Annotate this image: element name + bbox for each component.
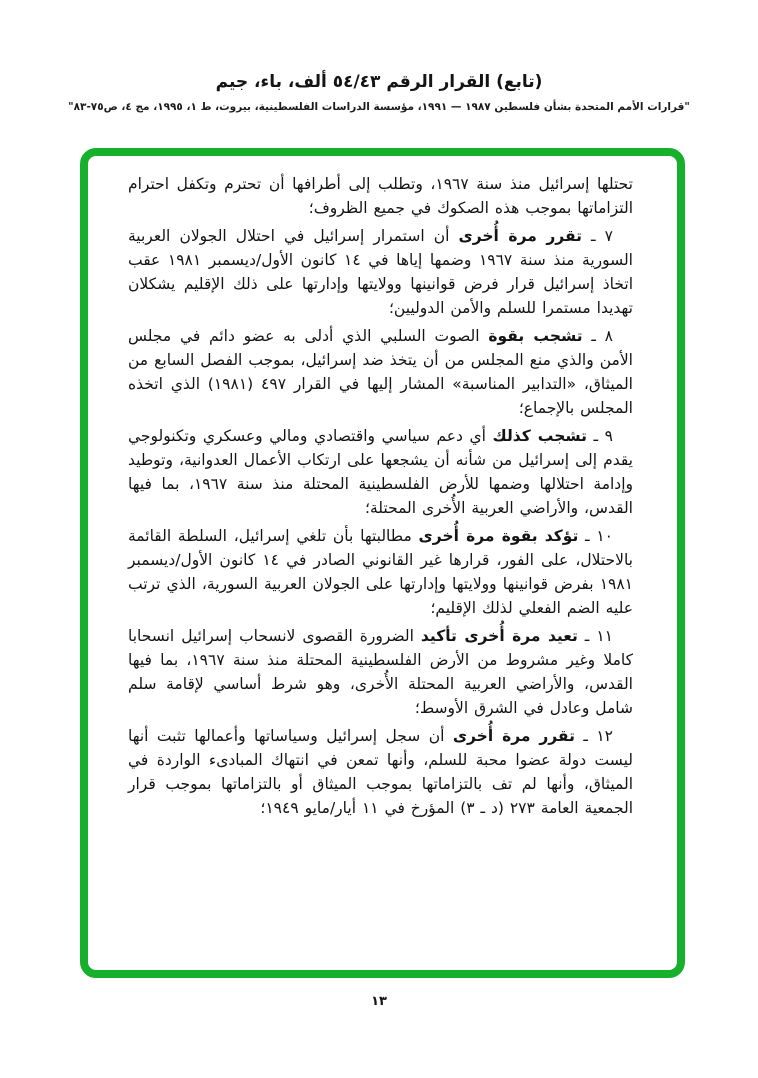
paragraph-number: ١١ ـ bbox=[577, 627, 613, 645]
paragraph-text: الصوت السلبي الذي أدلى به عضو دائم في مجلس الأمن والذي منع المجلس من أن يتخذ ضد إسرائيل، بموجب الفصل السابع من الميثاق، «التدابير المناسبة» المشار إليها في القرار ٤٩٧ (١٩٨١) الذي اتخذه المجلس بالإجماع؛ bbox=[128, 327, 633, 417]
paragraph-text: أي دعم سياسي واقتصادي ومالي وعسكري وتكنولوجي يقدم إلى إسرائيل من شأنه أن يشجعها على ارتكاب الأعمال العدوانية، وتوطيد وإدامة احتلالها وضمها للأرض الفلسطينية المحتلة منذ سنة ١٩٦٧، بما فيها القدس، والأراضي العربية الأُخرى المحتلة؛ bbox=[128, 427, 633, 517]
paragraph-bold-lead: تعيد مرة أُخرى تأكيد bbox=[420, 627, 578, 645]
source-citation: "قرارات الأمم المتحدة بشأن فلسطين ١٩٨٧ — ١٩٩١، مؤسسة الدراسات الفلسطينية، بيروت، ط ١، ١٩٩٥، مج ٤، ص٧٥-٨٣" bbox=[68, 101, 690, 113]
paragraph-bold-lead: تشجب بقوة bbox=[488, 327, 583, 345]
resolution-continuation-title: (تابع) القرار الرقم ٥٤/٤٣ ألف، باء، جيم bbox=[215, 72, 543, 92]
paragraph-text: الضرورة القصوى لانسحاب إسرائيل انسحابا كاملا وغير مشروط من الأرض الفلسطينية المحتلة منذ سنة ١٩٦٧، بما فيها القدس، والأراضي العربية المحتلة الأُخرى، وهو شرط أساسي لإقامة سلم شامل وعادل في الشرق الأوسط؛ bbox=[128, 627, 633, 717]
body-paragraph-item-7 bbox=[128, 224, 633, 320]
body-paragraph-item-11 bbox=[128, 624, 633, 720]
paragraph-bold-lead: تؤكد بقوة مرة أُخرى bbox=[418, 527, 579, 545]
paragraph-number: ٨ ـ bbox=[582, 327, 613, 345]
content-frame bbox=[80, 148, 685, 978]
paragraph-number: ١٢ ـ bbox=[574, 727, 613, 745]
paragraph-text: مطالبتها بأن تلغي إسرائيل، السلطة القائمة بالاحتلال، على الفور، قرارها غير القانوني الصادر في ١٤ كانون الأول/ديسمبر ١٩٨١ بفرض قوانينها وولايتها وإدارتها على الجولان العربية السورية، الذي ترتب عليه الضم الفعلي لذلك الإقليم؛ bbox=[128, 527, 633, 617]
page-header bbox=[0, 72, 758, 113]
paragraph-number: ٩ ـ bbox=[586, 427, 613, 445]
page-number: ١٣ bbox=[371, 994, 387, 1009]
paragraph-bold-lead: تقرر مرة أُخرى bbox=[452, 727, 575, 745]
paragraph-number: ١٠ ـ bbox=[578, 527, 613, 545]
paragraph-number: ٧ ـ bbox=[581, 227, 613, 245]
body-paragraph-item-10 bbox=[128, 524, 633, 620]
paragraph-text: أن استمرار إسرائيل في احتلال الجولان العربية السورية منذ سنة ١٩٦٧ وضمها إياها في ١٤ كانون الأول/ديسمبر ١٩٨١ عقب اتخاذ إسرائيل قرار فرض قوانينها وولايتها وإدارتها على ذلك الإقليم يشكلان تهديدا مستمرا للسلم والأمن الدوليين؛ bbox=[128, 227, 633, 317]
body-paragraph-item-8 bbox=[128, 324, 633, 420]
body-paragraph-item-12 bbox=[128, 724, 633, 820]
body-paragraph-item-9 bbox=[128, 424, 633, 520]
paragraph-bold-lead: تشجب كذلك bbox=[492, 427, 587, 445]
paragraph-text: أن سجل إسرائيل وسياساتها وأعمالها تثبت أنها ليست دولة عضوا محبة للسلم، وأنها تمعن في انتهاك المبادىء الواردة في الميثاق، وأنها لم تف بالتزاماتها بموجب الميثاق أو بالتزاماتها بموجب قرار الجمعية العامة ٢٧٣ (د ـ ٣) المؤرخ في ١١ أيار/مايو ١٩٤٩؛ bbox=[128, 727, 633, 817]
body-paragraph-continuation bbox=[128, 172, 633, 220]
paragraph-text: تحتلها إسرائيل منذ سنة ١٩٦٧، وتطلب إلى أطرافها أن تحترم وتكفل احترام التزاماتها بموجب هذه الصكوك في جميع الظروف؛ bbox=[128, 175, 633, 217]
paragraph-bold-lead: تقرر مرة أُخرى bbox=[458, 227, 582, 245]
